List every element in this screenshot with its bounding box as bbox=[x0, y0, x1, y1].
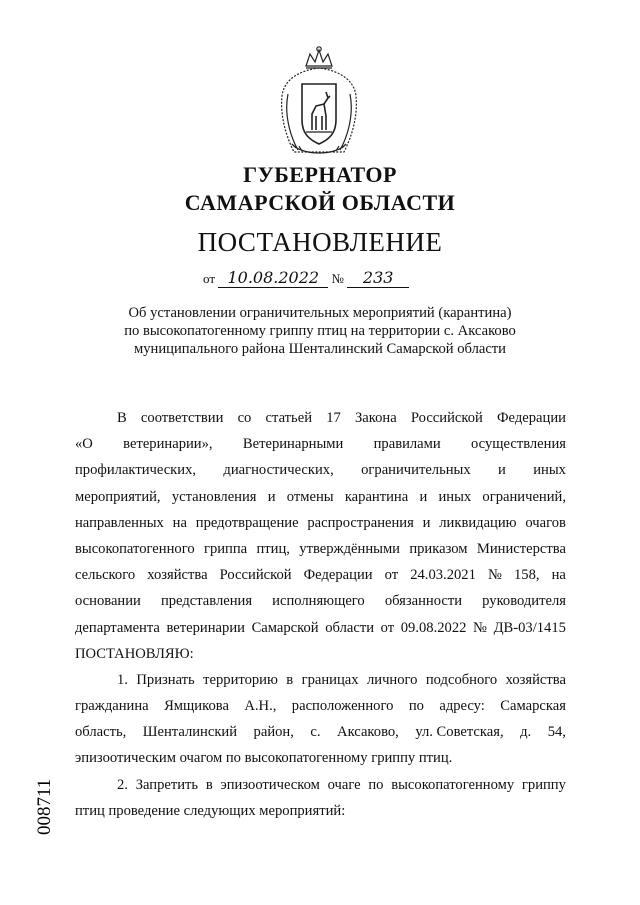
body-word: эпизоотическом bbox=[220, 776, 320, 793]
body-word: № bbox=[473, 619, 487, 636]
body-line bbox=[75, 588, 566, 614]
body-word: в bbox=[205, 776, 213, 793]
body-word: Шенталинский bbox=[142, 724, 238, 741]
body-word: хозяйства bbox=[505, 671, 566, 688]
coat-of-arms-icon bbox=[272, 44, 366, 164]
body-line bbox=[75, 667, 566, 693]
body-word: гражданина bbox=[75, 698, 149, 715]
body-word: д. bbox=[520, 724, 532, 741]
body-word: диагностических, bbox=[223, 462, 334, 479]
margin-stamp-text: 008711 bbox=[34, 778, 55, 835]
body-line bbox=[75, 510, 566, 536]
margin-stamp bbox=[24, 757, 60, 837]
body-word: ликвидацию bbox=[439, 514, 517, 531]
number-value: 233 bbox=[362, 268, 394, 287]
org-title-line2: САМАРСКОЙ ОБЛАСТИ bbox=[184, 190, 456, 215]
body-word: район, bbox=[253, 724, 294, 741]
body-word: ул. Советская, bbox=[415, 724, 504, 741]
body-word: очагов bbox=[525, 514, 566, 531]
body-word: представления bbox=[160, 593, 253, 610]
body-word: области bbox=[325, 619, 375, 636]
body-word: личного bbox=[366, 671, 418, 688]
document-subject bbox=[0, 304, 640, 358]
body-word: по bbox=[408, 698, 424, 715]
body-word: распространения bbox=[307, 514, 414, 531]
body-word: 24.03.2021 bbox=[410, 567, 476, 584]
org-title-line1: ГУБЕРНАТОР bbox=[243, 162, 397, 187]
body-word: на bbox=[551, 567, 566, 584]
body-word: мероприятий, bbox=[75, 488, 161, 505]
subject-line: муниципального района Шенталинский Самарской области bbox=[133, 341, 506, 357]
body-word: гриппа bbox=[203, 540, 248, 557]
body-line bbox=[75, 484, 566, 510]
body-word: 54, bbox=[547, 724, 566, 741]
body-word: ограничений, bbox=[482, 488, 566, 505]
body-word: в bbox=[286, 671, 294, 688]
body-word: Российской bbox=[410, 410, 483, 426]
body-word: и bbox=[498, 462, 506, 479]
body-word: профилактических, bbox=[75, 462, 197, 479]
body-word: Федерации bbox=[303, 567, 373, 584]
body-word: «О bbox=[75, 436, 93, 453]
body-word: А.Н., bbox=[244, 698, 277, 715]
document-body bbox=[75, 405, 566, 824]
body-word: по bbox=[368, 776, 384, 793]
body-word: и bbox=[267, 488, 276, 505]
body-word: Ветеринарными bbox=[242, 436, 344, 453]
body-word: Ямщикова bbox=[164, 698, 229, 715]
body-word: обязанности bbox=[384, 593, 463, 610]
body-line bbox=[75, 693, 566, 719]
body-word: статьей bbox=[265, 410, 313, 426]
body-word: исполняющего bbox=[272, 593, 365, 610]
body-word: с. bbox=[310, 724, 321, 741]
body-line bbox=[75, 431, 566, 457]
body-word: карантина bbox=[344, 488, 409, 505]
body-word: эпизоотическим очагом по высокопатогенному гриппу птиц. bbox=[75, 750, 453, 767]
body-line bbox=[75, 641, 566, 667]
body-word: иных bbox=[533, 462, 566, 479]
body-word: 1. bbox=[117, 671, 128, 688]
body-word: от bbox=[384, 567, 399, 584]
body-line bbox=[75, 405, 566, 431]
body-word: ПОСТАНОВЛЯЮ: bbox=[75, 645, 194, 662]
body-word: приказом bbox=[409, 540, 468, 557]
date-prefix: от bbox=[203, 271, 216, 286]
body-word: направленных bbox=[75, 514, 164, 531]
body-word: хозяйства bbox=[147, 567, 208, 584]
body-word: Самарской bbox=[251, 619, 319, 636]
body-line bbox=[75, 536, 566, 562]
body-word: область, bbox=[75, 724, 127, 741]
body-word: подсобного bbox=[425, 671, 498, 688]
body-word: от bbox=[380, 619, 395, 636]
body-word: иных bbox=[438, 488, 472, 505]
document-type: ПОСТАНОВЛЕНИЕ bbox=[197, 227, 443, 257]
body-word: территорию bbox=[203, 671, 278, 688]
body-word: 09.08.2022 bbox=[400, 619, 467, 636]
body-word: сельского bbox=[75, 567, 136, 584]
body-word: гриппу bbox=[521, 776, 566, 793]
body-word: расположенного bbox=[291, 698, 394, 715]
body-word: Российской bbox=[219, 567, 292, 584]
body-word: адресу: bbox=[439, 698, 485, 715]
body-word: и bbox=[419, 488, 428, 505]
body-word: Самарская bbox=[500, 698, 566, 715]
body-word: предотвращение bbox=[195, 514, 299, 531]
body-word: В bbox=[117, 410, 127, 426]
subject-line: по высокопатогенному гриппу птиц на территории с. Аксаково bbox=[124, 323, 516, 339]
body-word: осуществления bbox=[471, 436, 566, 453]
number-prefix: № bbox=[331, 271, 344, 286]
body-word: со bbox=[237, 410, 252, 426]
body-line bbox=[75, 745, 566, 771]
date-number-line bbox=[203, 268, 409, 288]
body-word: 158, bbox=[513, 567, 540, 584]
body-line bbox=[75, 798, 566, 824]
body-word: и bbox=[422, 514, 431, 531]
body-word: 2. bbox=[117, 776, 128, 793]
body-line bbox=[75, 615, 566, 641]
body-word: департамента bbox=[75, 619, 160, 636]
body-word: основании bbox=[75, 593, 141, 610]
subject-line: Об установлении ограничительных мероприятий (карантина) bbox=[128, 305, 512, 321]
body-word: руководителя bbox=[482, 593, 566, 610]
body-word: границах bbox=[301, 671, 359, 688]
body-word: высокопатогенного bbox=[75, 540, 195, 557]
body-word: высокопатогенному bbox=[391, 776, 515, 793]
body-line bbox=[75, 719, 566, 745]
body-word: Министерства bbox=[476, 540, 566, 557]
body-word: Федерации bbox=[497, 410, 566, 426]
body-word: птиц проведение следующих мероприятий: bbox=[75, 802, 346, 819]
body-word: утверждёнными bbox=[299, 540, 400, 557]
body-word: Закона bbox=[354, 410, 397, 426]
date-value: 10.08.2022 bbox=[227, 268, 320, 287]
body-word: ДВ-03/1415 bbox=[493, 619, 566, 636]
body-word: соответствии bbox=[140, 410, 224, 426]
body-word: очаге bbox=[327, 776, 361, 793]
body-word: № bbox=[487, 567, 502, 584]
body-line bbox=[75, 562, 566, 588]
body-word: ветеринарии bbox=[166, 619, 245, 636]
body-word: отмены bbox=[286, 488, 334, 505]
body-line bbox=[75, 772, 566, 798]
body-word: Запретить bbox=[135, 776, 199, 793]
body-word: ограничительных bbox=[361, 462, 471, 479]
body-line bbox=[75, 457, 566, 483]
body-word: Аксаково, bbox=[337, 724, 399, 741]
body-word: установления bbox=[171, 488, 257, 505]
body-word: правилами bbox=[373, 436, 441, 453]
body-word: 17 bbox=[326, 410, 341, 426]
body-word: птиц, bbox=[256, 540, 290, 557]
body-word: ветеринарии», bbox=[123, 436, 213, 453]
body-word: Признать bbox=[136, 671, 195, 688]
body-word: на bbox=[172, 514, 187, 531]
